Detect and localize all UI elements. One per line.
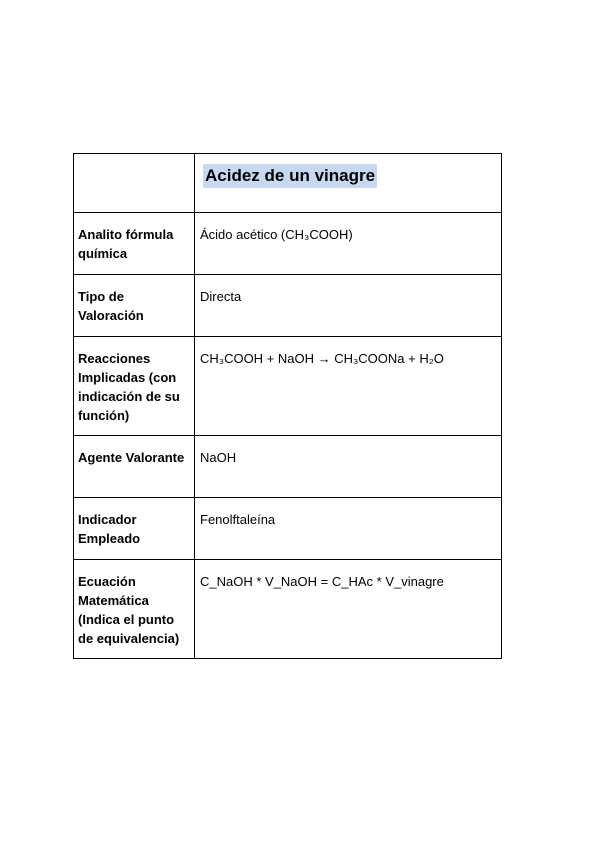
- row-label-agente-valorante: Agente Valorante: [74, 436, 195, 498]
- table-row: [74, 337, 502, 436]
- header-title-cell: [195, 154, 502, 213]
- table-title: Acidez de un vinagre: [203, 164, 377, 188]
- table-row: [74, 213, 502, 275]
- row-label-tipo-valoracion: Tipo de Valoración: [74, 275, 195, 337]
- row-label-reacciones: Reacciones Implicadas (con indicación de su función): [74, 337, 195, 436]
- row-value-analito: Ácido acético (CH₃COOH): [195, 213, 502, 275]
- row-value-tipo-valoracion: Directa: [195, 275, 502, 337]
- titration-table: [73, 153, 502, 659]
- table-row: [74, 560, 502, 659]
- header-empty-cell: [74, 154, 195, 213]
- table-row: [74, 498, 502, 560]
- table-row: [74, 275, 502, 337]
- table-row: [74, 436, 502, 498]
- row-value-reacciones: CH₃COOH + NaOH → CH₃COONa + H₂O: [195, 337, 502, 436]
- row-value-ecuacion: C_NaOH * V_NaOH = C_HAc * V_vinagre: [195, 560, 502, 659]
- row-value-agente-valorante: NaOH: [195, 436, 502, 498]
- row-label-ecuacion: Ecuación Matemática (Indica el punto de equivalencia): [74, 560, 195, 659]
- row-label-analito: Analito fórmula química: [74, 213, 195, 275]
- row-value-indicador: Fenolftaleína: [195, 498, 502, 560]
- row-label-indicador: Indicador Empleado: [74, 498, 195, 560]
- table-header-row: [74, 154, 502, 213]
